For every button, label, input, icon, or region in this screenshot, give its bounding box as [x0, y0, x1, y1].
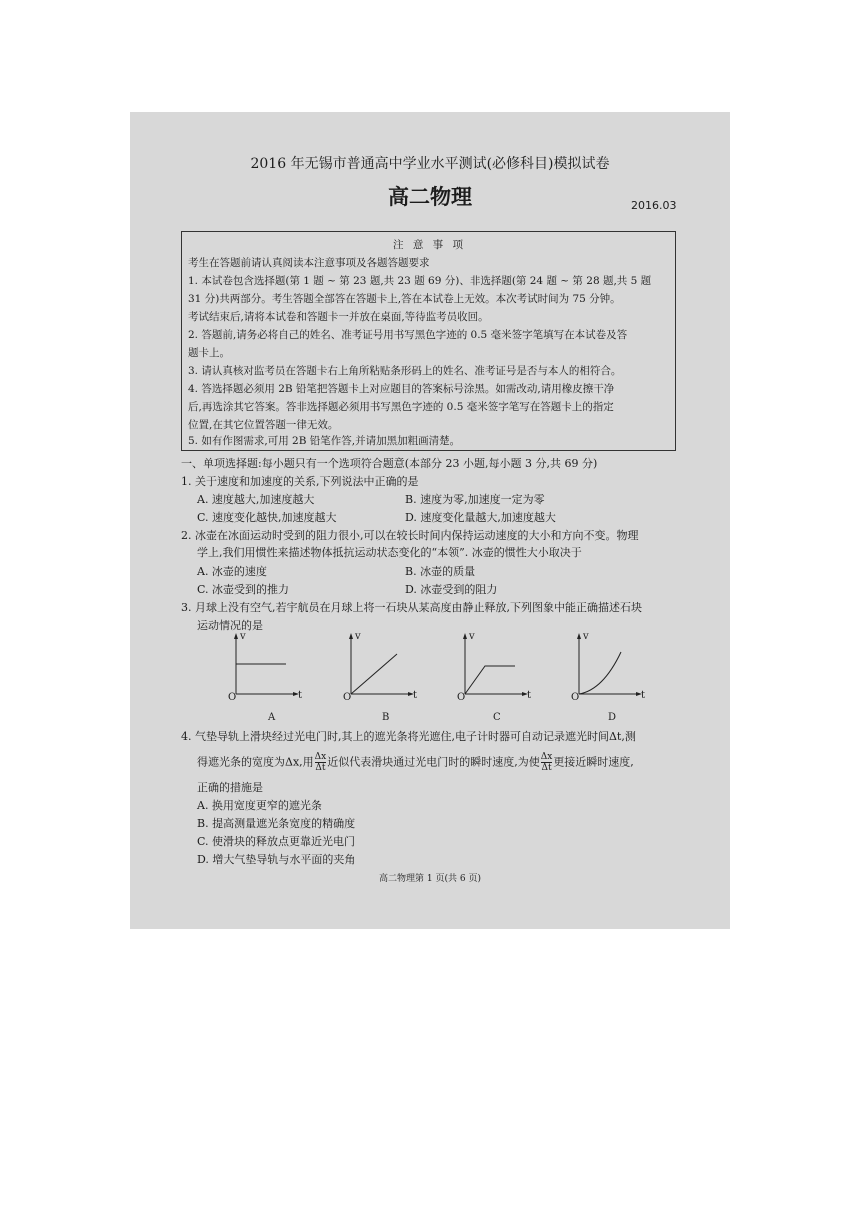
graph-a-v-label: v [240, 631, 246, 642]
q1-option-b: B. 速度为零,加速度一定为零 [405, 493, 545, 506]
q1-option-a: A. 速度越大,加速度越大 [197, 493, 315, 506]
q4-stem-text: ,用 [299, 755, 314, 769]
notice-line: 4. 答选择题必须用 2B 铅笔把答题卡上对应题目的答案标号涂黑。如需改动,请用橡皮擦干净 [188, 383, 615, 395]
graph-d-curve [579, 652, 621, 694]
notice-line: 1. 本试卷包含选择题(第 1 题 ~ 第 23 题,共 23 题 69 分)、非选择题(第 24 题 ~ 第 28 题,共 5 题 [188, 275, 652, 287]
q1-option-d: D. 速度变化量越大,加速度越大 [405, 511, 556, 524]
q1-stem: 1. 关于速度和加速度的关系,下列说法中正确的是 [181, 475, 419, 488]
q4-fraction-2 [541, 752, 553, 773]
q3-stem-line2: 运动情况的是 [197, 619, 263, 632]
q4-stem-text: 更接近瞬时速度, [553, 755, 634, 769]
q4-option-b: B. 提高测量遮光条宽度的精确度 [197, 817, 356, 830]
notice-line: 3. 请认真核对监考员在答题卡右上角所粘贴条形码上的姓名、准考证号是否与本人的相符合。 [188, 365, 622, 377]
graph-a-t-label: t [298, 690, 303, 701]
graph-b-v-label: v [355, 631, 361, 642]
notice-line: 考试结束后,请将本试卷和答题卡一并放在桌面,等待监考员收回。 [188, 311, 489, 323]
q4-stem-line3: 正确的措施是 [197, 781, 263, 794]
graph-b-t-label: t [413, 690, 418, 701]
graph-c-t-label: t [527, 690, 532, 701]
page-footer: 高二物理第 1 页(共 6 页) [379, 874, 481, 884]
q4-stem-line1 [181, 730, 636, 744]
graph-b-origin-label: O [343, 692, 352, 703]
q4-delta-t: Δt [608, 730, 622, 743]
q4-option-a: A. 换用宽度更窄的遮光条 [197, 799, 322, 812]
graph-b [339, 632, 419, 722]
graph-c-origin-label: O [457, 692, 466, 703]
graph-d-label: D [608, 712, 617, 723]
q4-stem-text: 近似代表滑块通过光电门时的瞬时速度,为使 [327, 755, 540, 769]
notice-line: 考生在答题前请认真阅读本注意事项及各题答题要求 [188, 257, 430, 269]
notice-line: 题卡上。 [188, 347, 230, 359]
section-heading: 一、单项选择题:每小题只有一个选项符合题意(本部分 23 小题,每小题 3 分,共 69 分) [181, 457, 598, 470]
graph-c [453, 632, 533, 722]
graph-b-label: B [382, 712, 390, 723]
exam-subject: 高二物理 [388, 185, 472, 209]
q4-fraction-denominator: Δt [315, 763, 326, 773]
q4-stem-text: ,测 [621, 730, 636, 743]
q4-option-d: D. 增大气垫导轨与水平面的夹角 [197, 853, 356, 866]
graph-d-t-label: t [641, 690, 646, 701]
q4-stem-text: 4. 气垫导轨上滑块经过光电门时,其上的遮光条将光遮住,电子计时器可自动记录遮光时间 [181, 730, 609, 743]
q2-stem-line2: 学上,我们用惯性来描述物体抵抗运动状态变化的“本领”. 冰壶的惯性大小取决于 [197, 546, 582, 559]
graph-a-origin-label: O [228, 692, 237, 703]
q3-stem-line1: 3. 月球上没有空气,若宇航员在月球上将一石块从某高度由静止释放,下列图象中能正确描述石块 [181, 601, 642, 614]
notice-line: 5. 如有作图需求,可用 2B 铅笔作答,并请加黑加粗画清楚。 [188, 435, 461, 447]
q4-fraction-numerator: Δx [314, 752, 327, 762]
graph-d [567, 632, 647, 722]
exam-title: 2016 年无锡市普通高中学业水平测试(必修科目)模拟试卷 [250, 156, 610, 172]
graph-a [224, 632, 304, 722]
graph-a-label: A [268, 712, 276, 723]
q4-fraction-numerator: Δx [540, 752, 553, 762]
q2-stem-line1: 2. 冰壶在冰面运动时受到的阻力很小,可以在较长时间内保持运动速度的大小和方向不变。物理 [181, 529, 639, 542]
q4-stem-line2 [197, 752, 634, 773]
notice-line: 后,再选涂其它答案。答非选择题必须用书写黑色字迹的 0.5 毫米签字笔写在答题卡上的指定 [188, 401, 614, 413]
notice-title: 注 意 事 项 [392, 239, 466, 251]
scanned-exam-page [130, 112, 730, 929]
graph-d-origin-label: O [571, 692, 580, 703]
q4-fraction-denominator: Δt [541, 763, 552, 773]
q2-option-c: C. 冰壶受到的推力 [197, 583, 290, 596]
notice-box [181, 231, 676, 451]
q2-option-d: D. 冰壶受到的阻力 [405, 583, 498, 596]
graph-c-line [465, 666, 515, 694]
q4-fraction-1 [315, 752, 327, 773]
exam-date: 2016.03 [631, 199, 677, 212]
graph-c-label: C [493, 712, 501, 723]
q4-delta-x: Δx [285, 755, 300, 769]
q1-option-c: C. 速度变化越快,加速度越大 [197, 511, 337, 524]
q4-stem-text: 得遮光条的宽度为 [197, 755, 285, 769]
graph-d-v-label: v [583, 631, 589, 642]
graph-c-v-label: v [469, 631, 475, 642]
q2-option-b: B. 冰壶的质量 [405, 565, 476, 578]
graph-b-line [351, 654, 397, 694]
notice-line: 2. 答题前,请务必将自己的姓名、准考证号用书写黑色字迹的 0.5 毫米签字笔填写在本试卷及答 [188, 329, 628, 341]
notice-line: 位置,在其它位置答题一律无效。 [188, 419, 339, 431]
q2-option-a: A. 冰壶的速度 [197, 565, 267, 578]
notice-line: 31 分)共两部分。考生答题全部答在答题卡上,答在本试卷上无效。本次考试时间为 75 分钟。 [188, 293, 621, 305]
q4-option-c: C. 使滑块的释放点更靠近光电门 [197, 835, 356, 848]
